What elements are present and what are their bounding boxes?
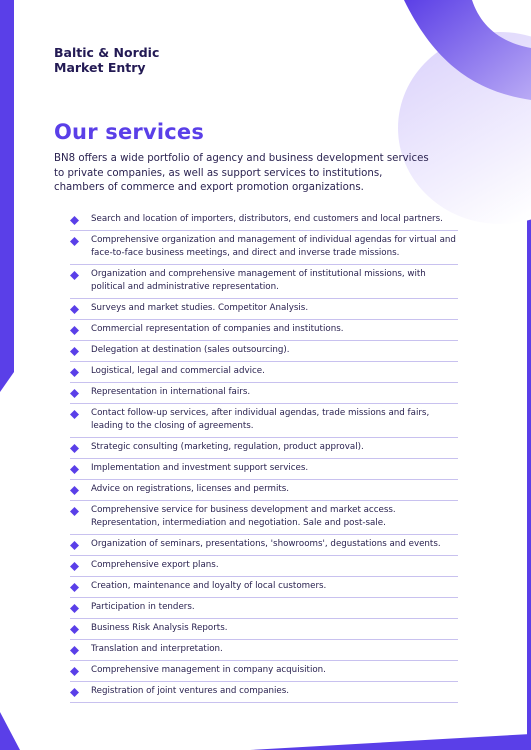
brand-logo (54, 45, 159, 75)
service-item-text: Implementation and investment support services. (91, 463, 309, 473)
diamond-bullet-icon (70, 347, 80, 354)
diamond-bullet-icon (70, 562, 80, 569)
service-list-item (70, 598, 458, 619)
service-item-text: Surveys and market studies. Competitor Analysis. (91, 303, 309, 313)
service-item-text: Comprehensive export plans. (91, 560, 219, 570)
service-list-item (70, 640, 458, 661)
service-list-item (70, 404, 458, 438)
service-list-item (70, 480, 458, 501)
service-list-item (70, 438, 458, 459)
service-item-text: Search and location of importers, distributors, end customers and local partners. (91, 214, 443, 224)
service-item-text: Logistical, legal and commercial advice. (91, 366, 265, 376)
diamond-bullet-icon (70, 625, 80, 632)
service-list-item (70, 556, 458, 577)
service-item-text: Delegation at destination (sales outsourcing). (91, 345, 290, 355)
diamond-bullet-icon (70, 389, 80, 396)
service-item-text: Business Risk Analysis Reports. (91, 623, 228, 633)
intro-paragraph: BN8 offers a wide portfolio of agency and business development services to private companies, as well as support services to institutions, chambers of commerce and export promotion organizations. (54, 153, 429, 193)
service-item-text: Creation, maintenance and loyalty of local customers. (91, 581, 327, 591)
diamond-bullet-icon (70, 237, 80, 244)
service-item-text: Organization and comprehensive management of institutional missions, with political and administrative representation. (91, 269, 426, 292)
left-border-strip (0, 0, 14, 392)
diamond-bullet-icon (70, 368, 80, 375)
diamond-bullet-icon (70, 216, 80, 223)
diamond-bullet-icon (70, 604, 80, 611)
diamond-bullet-icon (70, 444, 80, 451)
service-list-item (70, 577, 458, 598)
service-item-text: Commercial representation of companies and institutions. (91, 324, 344, 334)
service-list-item (70, 619, 458, 640)
diamond-bullet-icon (70, 541, 80, 548)
diamond-bullet-icon (70, 688, 80, 695)
brand-line-1: Baltic & Nordic (54, 45, 160, 60)
page-title: Our services (54, 120, 205, 144)
service-item-text: Registration of joint ventures and companies. (91, 686, 290, 696)
service-list-item (70, 535, 458, 556)
service-item-text: Organization of seminars, presentations, 'showrooms', degustations and events. (91, 539, 441, 549)
service-list-item (70, 682, 458, 703)
diamond-bullet-icon (70, 305, 80, 312)
service-item-text: Comprehensive service for business development and market access. Representation, intermediation and negotiation. Sale and post-sale. (91, 505, 396, 528)
diamond-bullet-icon (70, 486, 80, 493)
service-item-text: Contact follow-up services, after individual agendas, trade missions and fairs, leading to the closing of agreements. (91, 408, 430, 431)
service-item-text: Participation in tenders. (91, 602, 195, 612)
service-item-text: Advice on registrations, licenses and permits. (91, 484, 290, 494)
bottom-band (250, 734, 531, 750)
service-list-item (70, 320, 458, 341)
brand-line-2: Market Entry (54, 60, 146, 75)
service-item-text: Comprehensive management in company acquisition. (91, 665, 326, 675)
diamond-bullet-icon (70, 271, 80, 278)
service-list-item (70, 362, 458, 383)
service-list-item (70, 299, 458, 320)
diamond-bullet-icon (70, 326, 80, 333)
service-item-text: Translation and interpretation. (91, 644, 223, 654)
diamond-bullet-icon (70, 465, 80, 472)
service-list-item (70, 501, 458, 535)
service-list-item (70, 231, 458, 265)
service-list-item (70, 265, 458, 299)
diamond-bullet-icon (70, 410, 80, 417)
diamond-bullet-icon (70, 646, 80, 653)
service-item-text: Representation in international fairs. (91, 387, 251, 397)
service-item-text: Strategic consulting (marketing, regulation, product approval). (91, 442, 364, 452)
service-list-item (70, 341, 458, 362)
service-list-item (70, 383, 458, 404)
lower-left-wedge (0, 712, 20, 750)
service-list-item (70, 459, 458, 480)
right-edge-strip (527, 150, 531, 750)
diamond-bullet-icon (70, 583, 80, 590)
service-item-text: Comprehensive organization and management of individual agendas for virtual and face-to-face business meetings, and direct and inverse trade missions. (91, 235, 456, 258)
service-list-item (70, 661, 458, 682)
diamond-bullet-icon (70, 507, 80, 514)
services-list (70, 210, 458, 703)
diamond-bullet-icon (70, 667, 80, 674)
service-list-item (70, 210, 458, 231)
